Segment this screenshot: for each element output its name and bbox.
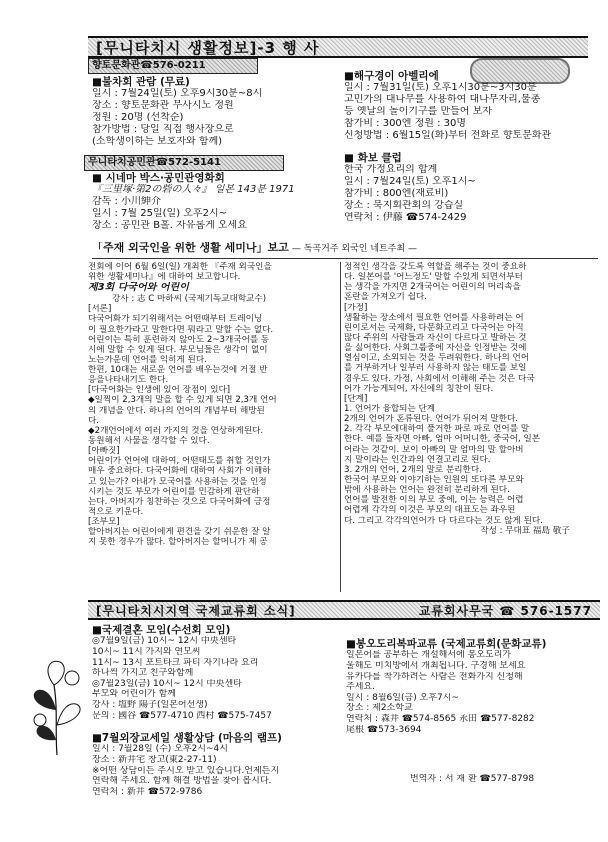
text-line: 신청방법 : 6월15일(화)부터 전화로 향토문화관 <box>344 129 552 141</box>
seminar-heading <box>92 242 600 258</box>
seminar-line: 을 싫어한다. 사회그룹중에 자신을 인정받는 것에 <box>344 343 527 354</box>
seminar-line: 어라는 것같이. 보이 아빠의 말 엄마의 말 할아버 <box>344 444 524 455</box>
seminar-line: 를 거부하거나 일부러 사용하지 않는 태도를 보일 <box>344 363 527 374</box>
text-line: 연락해 주세요. 함께 해결 방법을 찾아 봅시다. <box>92 776 272 787</box>
bamboo-section: ■해구경이 아벨리에 일시 : 7월31일(토) 오후1시30분~3시30분 고민가의 대나무를 사용하여 대나무자리,물총 등 옛날의 놀이기구를 만들어 보자 참가비 : 300엔 정원 : 30명 신청방법 : 6월15일(화)부터 전화로 향토문화관 <box>344 70 596 148</box>
text-line: 일시 : 7월24일(토) 오후1시~ <box>344 176 476 188</box>
plant-icon <box>22 650 92 760</box>
text-line: ◎7월23일(금) 10시~ 12시 中央센타 <box>92 678 242 689</box>
text-line: 부모와 어린이가 함께 <box>92 689 176 700</box>
seminar-line: 경우도 있다. 가정, 사회에서 이해해 주는 것은 다국 <box>344 373 535 384</box>
text-line: 한국 가정요리의 합계 <box>344 164 438 176</box>
seminar-line: 한국어 부모와 이야기하는 인원의 또다른 부모와 <box>344 474 524 485</box>
text-line: 일시 : 7월28일 (수) 오후2시~4시 <box>92 744 228 755</box>
seminar-line: 2개의 언어가 혼류된다. 언어가 뒤어져 말한다. <box>344 414 519 425</box>
seminar-line: 다국어화가 되기위해서는 어떤때부터 트레이닝 <box>88 314 263 325</box>
text-line: 연락처 : 伊藤 ☎574-2429 <box>344 211 467 223</box>
bon-dance-section: ■봉오도리복파교류 (국제교류회(문화교류) 일본어를 공부하는 개설해서에 봉오도리가 울해도 미치방에서 개최됩니다. 구경해 보세요 유카다를 착가하려는 사람은 전화가지 신청해 주세요. 일시 : 8월6일(금) 오후7시~ 장소 : 제2소학교 연락처 : 森井 ☎574-8565 永田 ☎577-8282 尾根 ☎573-3694 <box>346 638 600 750</box>
seminar-line: 한편, 10대는 새로운 언어를 배우는것에 거절 반 <box>88 365 268 376</box>
seminar-line: 어린이는 특히 훈련하지 않아도 2~3개국어를 동 <box>88 334 270 345</box>
cooking-section: ■ 화보 클럽 한국 가정요리의 합계 일시 : 7월24일(토) 오후1시~ 참가비 : 800엔(재료비) 장소 : 북지회관회의 강습실 연락처 : 伊藤 ☎574-2429 <box>344 152 596 232</box>
seminar-title: 「주재 외국인을 위한 생활 세미나」보고 <box>92 242 289 254</box>
text-line: 고민가의 대나무를 사용하여 대나무자리,물총 <box>344 94 541 106</box>
seminar-line: [서론] <box>88 304 112 315</box>
text-line: 연락처 : 新井 ☎572-9786 <box>92 786 203 797</box>
text-line: 장소 : 북지회관회의 강습실 <box>344 199 464 211</box>
seminar-line: 밖에 사용하는 언어는 완전히 분리하게 된다. <box>344 485 510 496</box>
tea-ceremony-section: ■불차회 관람 (무료) 일시 : 7월24일(토) 오후9시30분~8시 장소 : 향토문화관 무사시노 정원 정원 : 20명 (선착순) 참가방법 : 당일 직접 행사장으로 (소학생이하는 보호자와 함께) <box>92 76 337 154</box>
seminar-line: [가정] <box>344 302 368 313</box>
seminar-line: 의 개념을 안다. 하나의 언어의 개념부터 해방된 <box>88 405 265 416</box>
column-divider <box>340 262 341 592</box>
text-line: (소학생이하는 보호자와 함께) <box>92 135 223 147</box>
text-line: 울해도 미치방에서 개최됩니다. 구경해 보세요 <box>346 660 526 671</box>
translator-line: 번역자 : 서 재 환 ☎577-8798 <box>410 774 535 784</box>
text-line: ◎7월9일(금) 10시~ 12시 中央센타 <box>92 636 237 647</box>
text-line: 감독 : 小川紳介 <box>92 196 162 208</box>
seminar-line: 혼란을 가져오기 쉽다. <box>344 292 427 303</box>
seminar-line: 어렵게 각각의 이것은 부모의 대표도는 좌우된 <box>344 505 516 516</box>
cinema-section <box>92 172 337 240</box>
text-line: 강사 : 塩野 陽子(일본어선생) <box>92 700 208 711</box>
seminar-line: 정적인 생각을 갖도록 역할을 해주는 것이 중요하 <box>344 262 527 272</box>
seminar-divider <box>92 258 598 259</box>
seminar-line: 다. 그리고 각각의언어가 다 다르다는 것도 않게 된다. <box>344 515 543 526</box>
text-line: 등 옛날의 놀이기구를 만들어 보자 <box>344 105 492 117</box>
seminar-line: 지 못한 경우가 많다. 할아버지는 할머니가 제 공 <box>88 537 268 548</box>
seminar-line: 어가 가능게되어, 자신에의 칭찬이 된다. <box>344 383 494 394</box>
text-line: 참가방법 : 당일 직접 행사장으로 <box>92 123 234 135</box>
text-line: ※어떤 상담이든 주시오 받고 있습니다.언제든지 <box>92 765 280 776</box>
seminar-line: 응을나타내기도 한다. <box>88 375 169 386</box>
seminar-line: 어린이가 언어에 대하여, 어떤태도를 취할 것인가 <box>88 456 271 467</box>
cinema-film: 『三里塚·第2の砦の人々』 일본 143분 1971 <box>92 184 295 196</box>
seminar-line: 언어를 발전한 이의 부모 중에, 이는 능력은 어렵 <box>344 495 524 506</box>
text-line: 尾根 ☎573-3694 <box>346 724 422 735</box>
seminar-intro-line: 위한 생활세미나』에 대하여 보고합니다. <box>88 272 241 283</box>
text-line: 장소 : 제2소학교 <box>346 703 413 714</box>
venue-header-hyangto: 향토문화관☎576-0211 <box>88 58 258 74</box>
seminar-line: 많다 주위의 사람들과 자신이 다르다고 발하는 것 <box>344 332 527 343</box>
tea-ceremony-lines <box>92 88 337 147</box>
text-line: 참가비 : 800엔(재료비) <box>344 187 449 199</box>
text-line: 11시~ 13시 포트타크 파티 자기나라 요리 <box>92 657 259 668</box>
seminar-intro-line: 전회에 이어 6월 6일(일) 개최한 『주재 외국인을 <box>88 262 272 272</box>
text-line: 일시 : 7월24일(토) 오후9시30분~8시 <box>92 88 263 100</box>
text-line: 장소 : 향토문화관 무사시노 정원 <box>92 100 234 112</box>
seminar-line: 다. <box>88 415 100 426</box>
text-line: 하나씩 가지고 친구와함께 <box>92 668 194 679</box>
seminar-line: 다. 일본어를 '어느정도' 말할 수있게 되면서부터 <box>344 272 523 283</box>
text-line: 장소 : 新井宅 창고(東2-27-11) <box>92 754 217 765</box>
marriage-meeting-section: ■국제결혼 모임(수선회 모임) ◎7월9일(금) 10시~ 12시 中央센타 10시~ 11시 가지와 연모씨 11시~ 13시 포트타크 파티 자기나라 요리 하나씩 가지고 친구와함께 ◎7월23일(금) 10시~ 12시 中央센타 부모와 어린이가 함께 강사 : 塩野 陽子(일본어선생) 문의 : 國谷 ☎577-4710 西村 ☎575-7457 <box>92 624 342 730</box>
seminar-line: 는다. 아버지가 칭찬하는 것으로 다국어화에 긍정 <box>88 496 271 507</box>
text-line: 주세요. <box>346 682 375 693</box>
seminar-line: 한다. 예를 들자면 아빠, 엄마 어머니한, 중국어, 일본 <box>344 434 541 445</box>
seminar-line: 3. 2개의 언어, 2개의 말로 분리한다. <box>344 464 482 475</box>
bottom-bar-left: [무니타치시지역 국제교류회 소식] <box>96 604 296 618</box>
seminar-right-column <box>344 262 600 592</box>
seminar-line: 1. 언어가 융합되는 단계 <box>344 403 436 414</box>
seminar-line: 는 생각을 가지면 2개국어는 어린이의 머리속을 <box>344 282 521 293</box>
bottom-title-bar <box>88 600 600 620</box>
text-line: 참가비 : 300엔 정원 : 30명 <box>344 117 467 129</box>
text-line: 일시 : 7월 25일(일) 오후2시~ <box>92 207 227 219</box>
text-line: 일시 : 8월6일(금) 오후7시~ <box>346 692 459 703</box>
seminar-subtitle: — 독곡거주 외국인 네트주최 — <box>291 244 417 254</box>
seminar-line: 린이로서는 국제화, 다문화고리고 다국어는 아직 <box>344 322 524 333</box>
seminar-line: 시에 말할 수 있게 된다. 부모님들은 생각이 없이 <box>88 344 268 355</box>
bottom-bar-right: 교류회사무국 ☎ 576-1577 <box>418 604 592 618</box>
seminar-line: 노는가운데 언어를 익히게 된다. <box>88 354 207 365</box>
seminar-line: 고 있는가? 아내가 모국어를 사용하는 것을 인정 <box>88 476 267 487</box>
seminar-line: 지 말이라는 인간과의 연결고리로 된다. <box>344 454 491 465</box>
seminar-line: 동원해서 사물을 생각할 수 있다. <box>88 436 210 447</box>
text-line: 유카다를 착가하려는 사람은 전화가지 신청해 <box>346 671 523 682</box>
seminar-line: ◆2개언어에서 여러 가지의 것을 연상하게된다. <box>88 425 264 436</box>
text-line: 정원 : 20명 (선착순) <box>92 111 184 123</box>
plant-illustration <box>22 650 92 760</box>
top-title: [무니타치시 생활정보]-3 행 사 <box>96 39 320 57</box>
seminar-theme: 제3회 다국어와 어린이 <box>88 282 189 294</box>
cinema-title: ■ 시네마 박스·공민관영화회 <box>92 172 225 184</box>
seminar-line: 시키는 것도 부모가 어린이를 민감하게 판단하 <box>88 486 260 497</box>
venue-header-kominkan: 무니타치공민관☎572-5141 <box>84 155 284 171</box>
text-line: 장소 : 공민관 B홀. 자유롭게 오세요 <box>92 219 247 231</box>
seminar-line: 열심이고, 소외되는 것을 두려워한다. 하나의 언어 <box>344 353 530 364</box>
seminar-speaker: 강사 : 志 C 마하씨 (국제기독교대학교수) <box>112 294 267 305</box>
seminar-line: 할아버지는 어린이에게 편견을 갖기 쉬운한 잘 알 <box>88 527 271 538</box>
seminar-line: [아빠짓] <box>88 446 120 457</box>
seminar-line: 매우 중요하다. 다국어화에 대하여 사회가 이해하 <box>88 466 271 477</box>
text-line: 일본어를 공부하는 개설해서에 봉오도리가 <box>346 650 512 661</box>
text-line: 일시 : 7월31일(토) 오후1시30분~3시30분 <box>344 82 537 94</box>
text-line: 문의 : 國谷 ☎577-4710 西村 ☎575-7457 <box>92 710 272 721</box>
text-line: 10시~ 11시 가지와 연모씨 <box>92 646 201 657</box>
seminar-line: 생활하는 장소에서 필요한 언어를 사용하려는 어 <box>344 312 524 323</box>
seminar-line: ◆일찍이 2,3개의 말을 할 수 있게 되면 2,3개 언어 <box>88 395 277 406</box>
seminar-line: [다국어화는 인생에 있어 장점이 있다] <box>88 385 231 396</box>
seminar-line: 적으로 키운다. <box>88 507 144 518</box>
top-title-bar <box>88 36 588 58</box>
text-line: 연락처 : 森井 ☎574-8565 永田 ☎577-8282 <box>346 714 535 725</box>
seminar-line: [단계] <box>344 393 368 404</box>
seminar-line: 2. 각각 부모에대하여 풀거한 파로 파로 언어를 말 <box>344 424 530 435</box>
seminar-author: 작성 : 무대표 福島 敬子 <box>480 525 570 536</box>
seminar-line: [조부모] <box>88 517 120 528</box>
seminar-left-column <box>88 262 336 592</box>
counseling-section: ■7월외장교세일 생활상담 (마음의 램프) 일시 : 7월28일 (수) 오후2시~4시 장소 : 新井宅 창고(東2-27-11) ※어떤 상담이든 주시오 받고 있습니다.언제든지 연락해 주세요. 함께 해결 방법을 찾아 봅시다. 연락처 : 新井 ☎572-9786 <box>92 732 342 804</box>
seminar-line: 이 필요한가라고 말한다면 뭐라고 말할 수는 없다. <box>88 324 274 335</box>
